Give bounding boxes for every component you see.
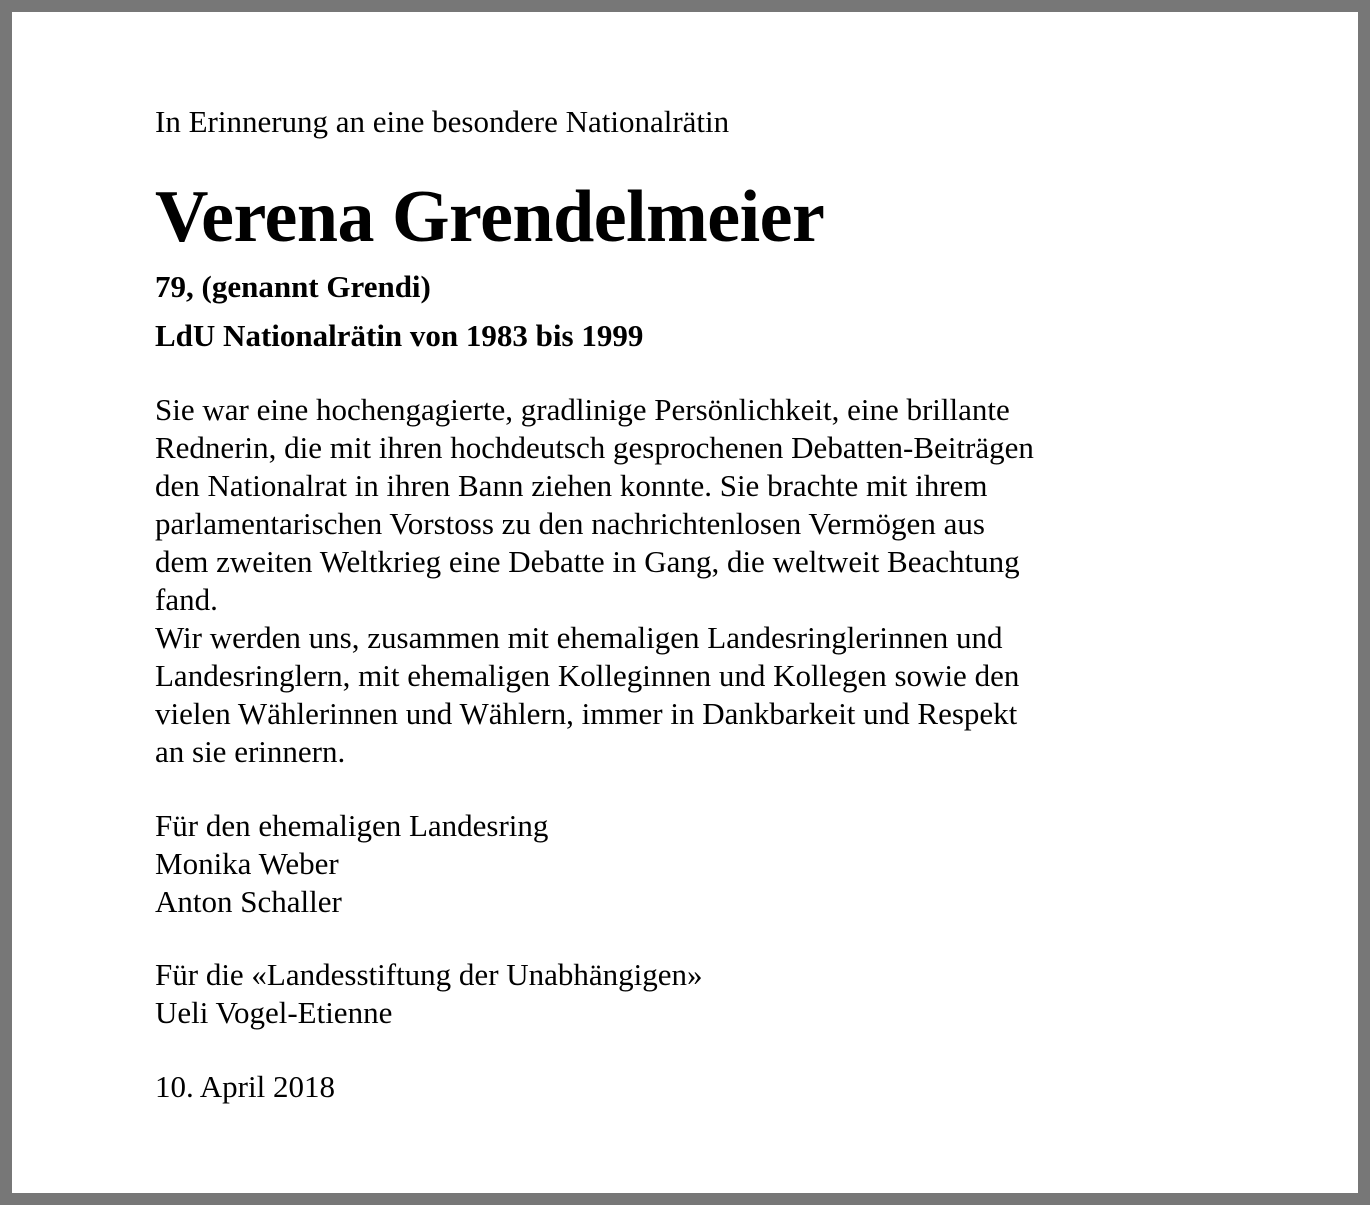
body-line: an sie erinnern.	[155, 734, 346, 769]
role-line: LdU Nationalrätin von 1983 bis 1999	[155, 318, 644, 353]
body-line: Landesringlern, mit ehemaligen Kolleginnen und Kollegen sowie den	[155, 658, 1020, 693]
body-line: Wir werden uns, zusammen mit ehemaligen Landesringlerinnen und	[155, 620, 1003, 655]
deceased-name: Verena Grendelmeier	[155, 176, 825, 258]
body-line: den Nationalrat in ihren Bann ziehen konnte. Sie brachte mit ihrem	[155, 468, 988, 503]
body-line: parlamentarischen Vorstoss zu den nachrichtenlosen Vermögen aus	[155, 506, 985, 541]
signatory-name: Monika Weber	[155, 846, 339, 881]
body-line: Sie war eine hochengagierte, gradlinige Persönlichkeit, eine brillante	[155, 392, 1010, 427]
signature-block-stiftung	[155, 956, 703, 1032]
signatory-name: Ueli Vogel-Etienne	[155, 995, 393, 1030]
age-nickname: 79, (genannt Grendi)	[155, 269, 431, 304]
signature-heading: Für die «Landesstiftung der Unabhängigen»	[155, 957, 703, 992]
body-line: fand.	[155, 582, 218, 617]
notice-date: 10. April 2018	[155, 1069, 335, 1104]
body-line: Rednerin, die mit ihren hochdeutsch gesprochenen Debatten-Beiträgen	[155, 430, 1034, 465]
signature-block-landesring	[155, 807, 548, 921]
body-paragraph	[155, 391, 1034, 771]
document-page	[12, 12, 1358, 1193]
signatory-name: Anton Schaller	[155, 884, 342, 919]
signature-heading: Für den ehemaligen Landesring	[155, 808, 549, 843]
body-line: dem zweiten Weltkrieg eine Debatte in Gang, die weltweit Beachtung	[155, 544, 1020, 579]
intro-line: In Erinnerung an eine besondere Nationalrätin	[155, 104, 730, 139]
body-line: vielen Wählerinnen und Wählern, immer in Dankbarkeit und Respekt	[155, 696, 1018, 731]
